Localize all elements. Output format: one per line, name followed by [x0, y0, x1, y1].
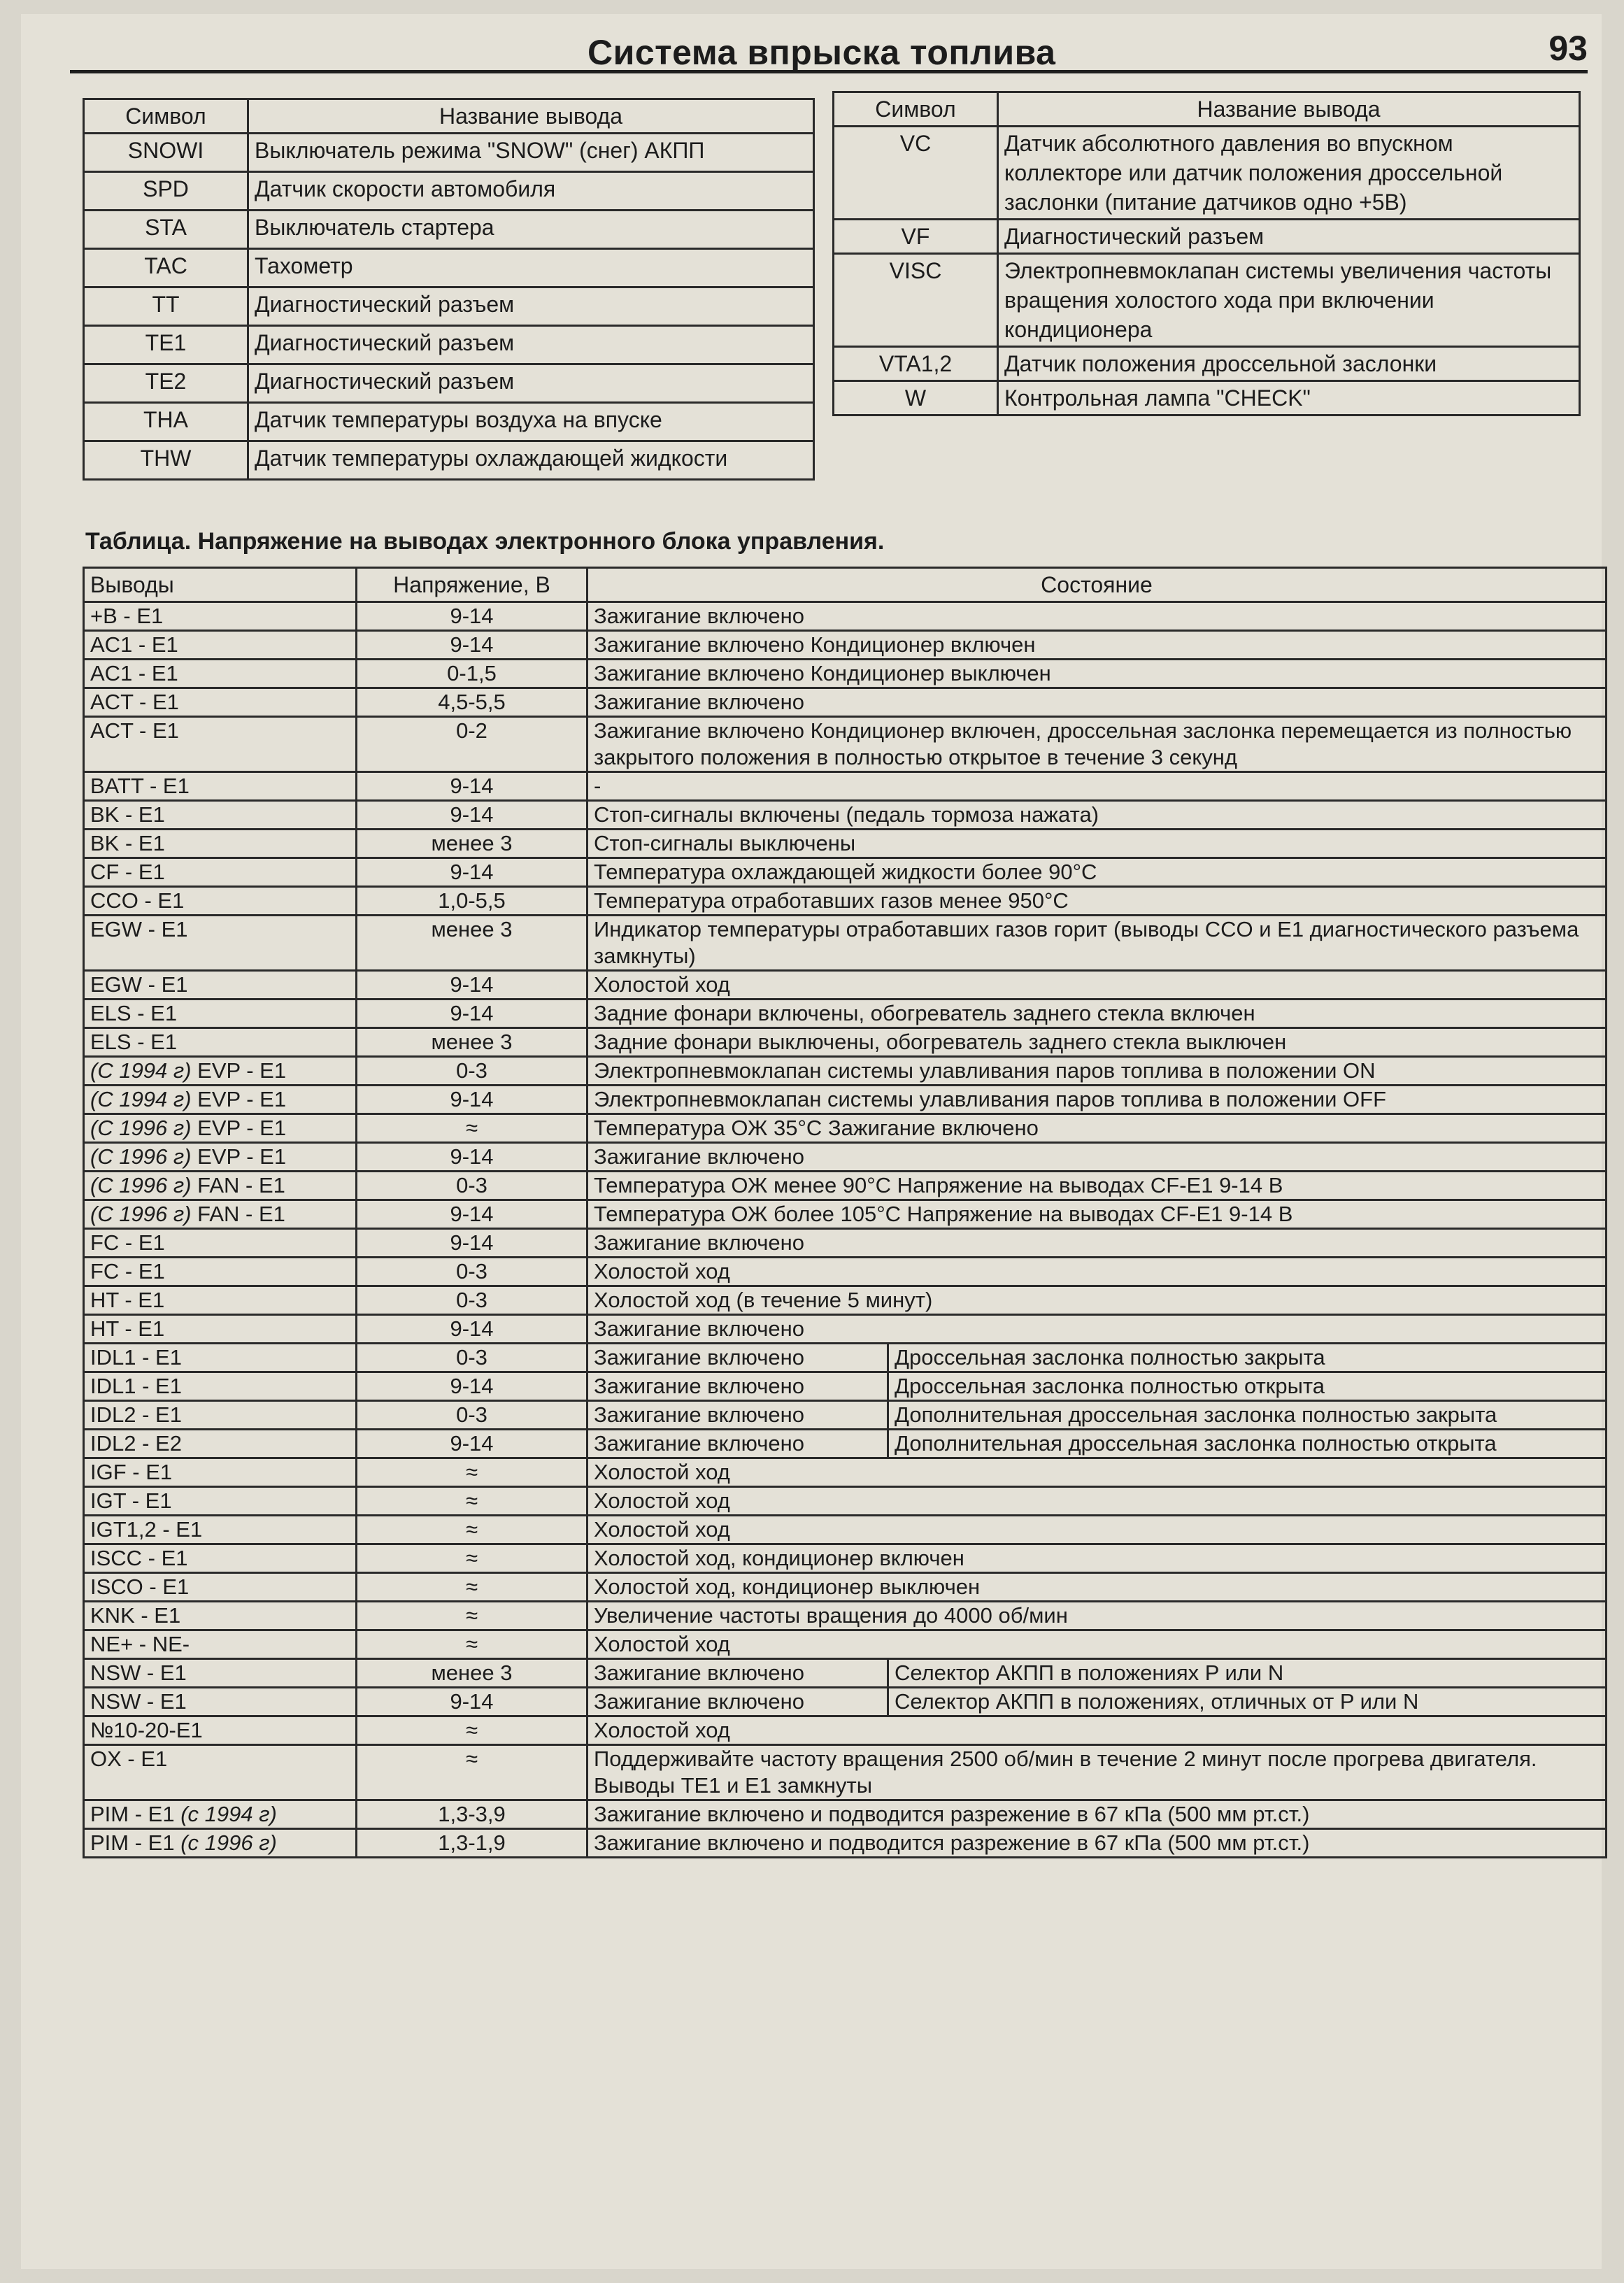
- pins-label: NSW - E1: [90, 1689, 187, 1714]
- state-cell: Холостой ход, кондиционер включен: [587, 1544, 1607, 1573]
- pins-label: IGT - E1: [90, 1488, 172, 1513]
- pins-cell: [84, 1829, 357, 1858]
- table-row: [84, 1286, 1607, 1315]
- pins-cell: [84, 971, 357, 1000]
- voltage-cell: 9-14: [357, 1315, 587, 1344]
- pins-cell: [84, 1143, 357, 1172]
- state-detail-cell: Селектор АКПП в положениях, отличных от P или N: [888, 1688, 1607, 1716]
- pins-label: FAN - E1: [197, 1173, 285, 1197]
- state-detail-cell: Дроссельная заслонка полностью открыта: [888, 1372, 1607, 1401]
- table-row: [84, 1114, 1607, 1143]
- pins-label: EVP - E1: [197, 1087, 287, 1111]
- pins-cell: [84, 1258, 357, 1286]
- pins-label: BK - E1: [90, 831, 165, 855]
- table-row: [84, 1028, 1607, 1057]
- table-row: [84, 1458, 1607, 1487]
- table-row: [84, 602, 1607, 631]
- pins-cell: [84, 1057, 357, 1086]
- state-cell: Холостой ход: [587, 1716, 1607, 1745]
- pins-year-note: (С 1994 г): [90, 1058, 192, 1083]
- pins-cell: [84, 916, 357, 971]
- table-row: [84, 887, 1607, 916]
- state-cell: Зажигание включено: [587, 1229, 1607, 1258]
- state-detail-cell: Селектор АКПП в положениях P или N: [888, 1659, 1607, 1688]
- voltage-cell: 9-14: [357, 772, 587, 801]
- symbol-cell: THA: [84, 403, 248, 441]
- state-detail-cell: Дополнительная дроссельная заслонка полностью закрыта: [888, 1401, 1607, 1430]
- pins-label: IDL1 - E1: [90, 1374, 182, 1398]
- pins-cell: [84, 1544, 357, 1573]
- table-row: [84, 441, 814, 480]
- symbol-cell: SNOWI: [84, 134, 248, 172]
- column-header-name: Название вывода: [998, 92, 1580, 127]
- pins-cell: [84, 1286, 357, 1315]
- table-row: [84, 1000, 1607, 1028]
- table-row: [84, 1688, 1607, 1716]
- table-row: [84, 1430, 1607, 1458]
- name-cell: Датчик положения дроссельной заслонки: [998, 347, 1580, 381]
- pins-year-note: (С 1994 г): [90, 1087, 192, 1111]
- voltage-cell: 0-3: [357, 1344, 587, 1372]
- pins-label: ELS - E1: [90, 1030, 178, 1054]
- state-cell: Температура ОЖ менее 90°C Напряжение на выводах CF-E1 9-14 В: [587, 1172, 1607, 1200]
- voltage-cell: 1,3-3,9: [357, 1800, 587, 1829]
- pins-cell: [84, 1487, 357, 1516]
- table-row: [84, 1057, 1607, 1086]
- table-row: [84, 1344, 1607, 1372]
- state-cell: Холостой ход: [587, 1258, 1607, 1286]
- voltage-cell: 9-14: [357, 1086, 587, 1114]
- voltage-cell: 9-14: [357, 1143, 587, 1172]
- name-cell: Контрольная лампа "CHECK": [998, 381, 1580, 415]
- symbol-cell: TE1: [84, 326, 248, 364]
- name-cell: Выключатель стартера: [248, 211, 814, 249]
- pins-label: IGF - E1: [90, 1460, 173, 1484]
- state-cell: Стоп-сигналы включены (педаль тормоза нажата): [587, 801, 1607, 830]
- column-header-name: Название вывода: [248, 99, 814, 134]
- state-cell: Зажигание включено Кондиционер включен: [587, 631, 1607, 660]
- name-cell: Датчик температуры воздуха на впуске: [248, 403, 814, 441]
- pins-label: ISCO - E1: [90, 1574, 190, 1599]
- pins-label: CF - E1: [90, 860, 165, 884]
- pins-cell: [84, 1028, 357, 1057]
- state-cell: Зажигание включено: [587, 1659, 888, 1688]
- pins-cell: [84, 602, 357, 631]
- name-cell: Датчик абсолютного давления во впускном коллекторе или датчик положения дроссельной заслонки (питание датчиков одно +5В): [998, 127, 1580, 220]
- pins-cell: [84, 660, 357, 688]
- symbol-cell: VF: [834, 220, 998, 254]
- state-cell: Зажигание включено: [587, 1143, 1607, 1172]
- state-cell: Холостой ход: [587, 1516, 1607, 1544]
- voltage-cell: ≈: [357, 1602, 587, 1630]
- pins-label: OX - E1: [90, 1747, 168, 1771]
- page-header: [70, 21, 1588, 73]
- voltage-cell: ≈: [357, 1573, 587, 1602]
- table-row: [84, 211, 814, 249]
- table-row: [84, 172, 814, 211]
- pins-cell: [84, 1372, 357, 1401]
- symbol-cell: W: [834, 381, 998, 415]
- table-row: [84, 1630, 1607, 1659]
- table-row: [84, 1829, 1607, 1858]
- voltage-cell: 9-14: [357, 1688, 587, 1716]
- pins-cell: [84, 1716, 357, 1745]
- state-cell: Температура ОЖ 35°C Зажигание включено: [587, 1114, 1607, 1143]
- state-cell: Зажигание включено: [587, 602, 1607, 631]
- name-cell: Датчик температуры охлаждающей жидкости: [248, 441, 814, 480]
- column-header-symbol: Символ: [834, 92, 998, 127]
- table-row: [84, 1573, 1607, 1602]
- column-header-state: Состояние: [587, 568, 1607, 602]
- table-row: [84, 830, 1607, 858]
- table-row: [84, 1086, 1607, 1114]
- table-row: [84, 1315, 1607, 1344]
- pins-label: AC1 - E1: [90, 632, 178, 657]
- state-cell: Температура охлаждающей жидкости более 90°C: [587, 858, 1607, 887]
- pins-label: BK - E1: [90, 802, 165, 827]
- voltage-cell: 4,5-5,5: [357, 688, 587, 717]
- pins-year-note: (с 1996 г): [180, 1830, 277, 1855]
- state-cell: Температура отработавших газов менее 950°C: [587, 887, 1607, 916]
- pins-label: ISCC - E1: [90, 1546, 188, 1570]
- table-row: [84, 631, 1607, 660]
- pins-cell: [84, 1688, 357, 1716]
- table-row: [84, 858, 1607, 887]
- voltage-cell: 0-3: [357, 1057, 587, 1086]
- name-cell: Выключатель режима "SNOW" (снег) АКПП: [248, 134, 814, 172]
- voltage-cell: 9-14: [357, 801, 587, 830]
- state-cell: Индикатор температуры отработавших газов горит (выводы CCO и E1 диагностического разъема замкнуты): [587, 916, 1607, 971]
- name-cell: Диагностический разъем: [998, 220, 1580, 254]
- table-row: [84, 1544, 1607, 1573]
- name-cell: Электропневмоклапан системы увеличения частоты вращения холостого хода при включении кондиционера: [998, 254, 1580, 347]
- pins-cell: [84, 1172, 357, 1200]
- table-row: [84, 971, 1607, 1000]
- state-cell: Зажигание включено: [587, 1344, 888, 1372]
- table-row: [84, 1516, 1607, 1544]
- voltage-cell: 9-14: [357, 631, 587, 660]
- pins-label: EGW - E1: [90, 917, 188, 941]
- table-row: [84, 1659, 1607, 1688]
- pins-cell: [84, 688, 357, 717]
- pins-cell: [84, 772, 357, 801]
- state-cell: Задние фонари включены, обогреватель заднего стекла включен: [587, 1000, 1607, 1028]
- voltage-cell: менее 3: [357, 830, 587, 858]
- pins-label: NE+ - NE-: [90, 1632, 190, 1656]
- voltage-cell: ≈: [357, 1745, 587, 1800]
- state-cell: Холостой ход, кондиционер выключен: [587, 1573, 1607, 1602]
- pins-label: BATT - E1: [90, 774, 190, 798]
- pins-cell: [84, 1430, 357, 1458]
- table-row: [84, 249, 814, 287]
- pins-year-note: (С 1996 г): [90, 1144, 192, 1169]
- voltage-cell: 9-14: [357, 858, 587, 887]
- table-row: [834, 381, 1580, 415]
- table-row: [84, 1372, 1607, 1401]
- state-cell: Холостой ход (в течение 5 минут): [587, 1286, 1607, 1315]
- pins-label: FC - E1: [90, 1259, 165, 1283]
- pins-cell: [84, 1401, 357, 1430]
- state-cell: -: [587, 772, 1607, 801]
- voltage-cell: ≈: [357, 1630, 587, 1659]
- symbol-cell: STA: [84, 211, 248, 249]
- pins-year-note: (С 1996 г): [90, 1202, 192, 1226]
- pins-label: ELS - E1: [90, 1001, 178, 1025]
- table-row: [84, 1602, 1607, 1630]
- pins-cell: [84, 717, 357, 772]
- symbol-cell: SPD: [84, 172, 248, 211]
- table-row: [84, 801, 1607, 830]
- pins-label: EVP - E1: [197, 1144, 287, 1169]
- pins-label: +B - E1: [90, 604, 164, 628]
- state-cell: Зажигание включено и подводится разрежение в 67 кПа (500 мм рт.ст.): [587, 1829, 1607, 1858]
- name-cell: Диагностический разъем: [248, 287, 814, 326]
- table-row: [84, 403, 814, 441]
- pins-year-note: (с 1994 г): [180, 1802, 277, 1826]
- voltage-cell: 9-14: [357, 1200, 587, 1229]
- pins-label: EVP - E1: [197, 1058, 287, 1083]
- voltage-cell: 0-1,5: [357, 660, 587, 688]
- table-row: [84, 1143, 1607, 1172]
- pins-cell: [84, 1200, 357, 1229]
- column-header-symbol: Символ: [84, 99, 248, 134]
- table-row: [84, 717, 1607, 772]
- voltage-cell: 9-14: [357, 1430, 587, 1458]
- state-cell: Холостой ход: [587, 1487, 1607, 1516]
- name-cell: Диагностический разъем: [248, 364, 814, 403]
- voltage-cell: ≈: [357, 1544, 587, 1573]
- pins-cell: [84, 1800, 357, 1829]
- voltage-cell: 0-3: [357, 1172, 587, 1200]
- state-cell: Увеличение частоты вращения до 4000 об/мин: [587, 1602, 1607, 1630]
- pins-cell: [84, 1573, 357, 1602]
- pins-cell: [84, 1000, 357, 1028]
- symbol-cell: TAC: [84, 249, 248, 287]
- pins-label: IDL1 - E1: [90, 1345, 182, 1370]
- pins-label: HT - E1: [90, 1316, 165, 1341]
- pins-label: HT - E1: [90, 1288, 165, 1312]
- state-cell: Холостой ход: [587, 1458, 1607, 1487]
- table-row: [84, 1401, 1607, 1430]
- pins-cell: [84, 1086, 357, 1114]
- state-detail-cell: Дроссельная заслонка полностью закрыта: [888, 1344, 1607, 1372]
- symbols-table-left: [83, 98, 815, 481]
- symbol-cell: TE2: [84, 364, 248, 403]
- pins-cell: [84, 830, 357, 858]
- table-row: [84, 1229, 1607, 1258]
- symbols-table-right: [832, 91, 1581, 416]
- voltage-cell: ≈: [357, 1516, 587, 1544]
- table-row: [834, 127, 1580, 220]
- pins-cell: [84, 1229, 357, 1258]
- table-row: [84, 1745, 1607, 1800]
- pins-label: KNK - E1: [90, 1603, 181, 1628]
- pins-label: №10-20-E1: [90, 1718, 203, 1742]
- pins-year-note: (С 1996 г): [90, 1173, 192, 1197]
- pins-cell: [84, 801, 357, 830]
- pins-cell: [84, 887, 357, 916]
- table-row: [84, 287, 814, 326]
- table-row: [84, 364, 814, 403]
- pins-cell: [84, 1458, 357, 1487]
- pins-cell: [84, 1745, 357, 1800]
- pins-label: NSW - E1: [90, 1660, 187, 1685]
- symbol-cell: VC: [834, 127, 998, 220]
- pins-cell: [84, 858, 357, 887]
- table-row: [84, 1258, 1607, 1286]
- pins-label: IDL2 - E1: [90, 1402, 182, 1427]
- name-cell: Датчик скорости автомобиля: [248, 172, 814, 211]
- pins-label: IDL2 - E2: [90, 1431, 182, 1456]
- pins-year-note: (С 1996 г): [90, 1116, 192, 1140]
- symbol-cell: TT: [84, 287, 248, 326]
- voltage-cell: 0-3: [357, 1401, 587, 1430]
- symbol-cell: VTA1,2: [834, 347, 998, 381]
- pins-label: EGW - E1: [90, 972, 188, 997]
- pins-label: ACT - E1: [90, 718, 179, 743]
- table-row: [84, 1800, 1607, 1829]
- state-cell: Зажигание включено Кондиционер включен, дроссельная заслонка перемещается из полностью закрытого положения в полностью открытое в течение 3 секунд: [587, 717, 1607, 772]
- voltage-cell: менее 3: [357, 1659, 587, 1688]
- state-cell: Зажигание включено и подводится разрежение в 67 кПа (500 мм рт.ст.): [587, 1800, 1607, 1829]
- pins-label: EVP - E1: [197, 1116, 287, 1140]
- table-row: [84, 326, 814, 364]
- pins-label: PIM - E1: [90, 1830, 175, 1855]
- voltage-cell: менее 3: [357, 916, 587, 971]
- voltage-table: [83, 567, 1607, 1858]
- voltage-cell: ≈: [357, 1458, 587, 1487]
- pins-cell: [84, 1630, 357, 1659]
- table-row: [84, 772, 1607, 801]
- pins-cell: [84, 631, 357, 660]
- state-cell: Холостой ход: [587, 971, 1607, 1000]
- symbol-cell: VISC: [834, 254, 998, 347]
- state-cell: Электропневмоклапан системы улавливания паров топлива в положении OFF: [587, 1086, 1607, 1114]
- state-cell: Стоп-сигналы выключены: [587, 830, 1607, 858]
- pins-cell: [84, 1315, 357, 1344]
- table-row: [84, 1172, 1607, 1200]
- table-row: [834, 220, 1580, 254]
- table-row: [84, 916, 1607, 971]
- state-cell: Зажигание включено: [587, 688, 1607, 717]
- voltage-cell: 9-14: [357, 1229, 587, 1258]
- table-row: [834, 254, 1580, 347]
- state-cell: Задние фонари выключены, обогреватель заднего стекла выключен: [587, 1028, 1607, 1057]
- pins-label: FAN - E1: [197, 1202, 285, 1226]
- table-row: [84, 1200, 1607, 1229]
- state-cell: Поддерживайте частоту вращения 2500 об/мин в течение 2 минут после прогрева двигателя. Выводы TE1 и E1 замкнуты: [587, 1745, 1607, 1800]
- voltage-cell: 0-2: [357, 717, 587, 772]
- name-cell: Тахометр: [248, 249, 814, 287]
- pins-label: AC1 - E1: [90, 661, 178, 685]
- pins-label: CCO - E1: [90, 888, 185, 913]
- table-row: [84, 1716, 1607, 1745]
- column-header-pins: Выводы: [84, 568, 357, 602]
- document-page: [21, 14, 1602, 2269]
- voltage-cell: ≈: [357, 1716, 587, 1745]
- state-detail-cell: Дополнительная дроссельная заслонка полностью открыта: [888, 1430, 1607, 1458]
- pins-cell: [84, 1602, 357, 1630]
- voltage-cell: менее 3: [357, 1028, 587, 1057]
- state-cell: Зажигание включено: [587, 1315, 1607, 1344]
- symbol-cell: THW: [84, 441, 248, 480]
- table-row: [84, 660, 1607, 688]
- page-number: 93: [1548, 29, 1588, 68]
- pins-label: ACT - E1: [90, 690, 179, 714]
- table-row: [84, 688, 1607, 717]
- state-cell: Температура ОЖ более 105°C Напряжение на выводах CF-E1 9-14 В: [587, 1200, 1607, 1229]
- page-title: Система впрыска топлива: [587, 33, 1056, 72]
- pins-cell: [84, 1344, 357, 1372]
- column-header-voltage: Напряжение, В: [357, 568, 587, 602]
- voltage-cell: ≈: [357, 1114, 587, 1143]
- state-cell: Зажигание включено: [587, 1401, 888, 1430]
- state-cell: Холостой ход: [587, 1630, 1607, 1659]
- table-row: [834, 347, 1580, 381]
- voltage-cell: 9-14: [357, 971, 587, 1000]
- pins-label: FC - E1: [90, 1230, 165, 1255]
- voltage-cell: 1,3-1,9: [357, 1829, 587, 1858]
- state-cell: Зажигание включено Кондиционер выключен: [587, 660, 1607, 688]
- pins-cell: [84, 1516, 357, 1544]
- table-row: [84, 1487, 1607, 1516]
- voltage-cell: 9-14: [357, 1372, 587, 1401]
- voltage-cell: 9-14: [357, 1000, 587, 1028]
- name-cell: Диагностический разъем: [248, 326, 814, 364]
- table-row: [84, 134, 814, 172]
- pins-cell: [84, 1114, 357, 1143]
- state-cell: Зажигание включено: [587, 1372, 888, 1401]
- voltage-cell: 0-3: [357, 1258, 587, 1286]
- voltage-cell: ≈: [357, 1487, 587, 1516]
- state-cell: Зажигание включено: [587, 1430, 888, 1458]
- state-cell: Зажигание включено: [587, 1688, 888, 1716]
- pins-cell: [84, 1659, 357, 1688]
- state-cell: Электропневмоклапан системы улавливания паров топлива в положении ON: [587, 1057, 1607, 1086]
- voltage-cell: 9-14: [357, 602, 587, 631]
- pins-label: PIM - E1: [90, 1802, 175, 1826]
- voltage-cell: 1,0-5,5: [357, 887, 587, 916]
- pins-label: IGT1,2 - E1: [90, 1517, 203, 1542]
- voltage-cell: 0-3: [357, 1286, 587, 1315]
- table-caption: Таблица. Напряжение на выводах электронного блока управления.: [85, 528, 885, 555]
